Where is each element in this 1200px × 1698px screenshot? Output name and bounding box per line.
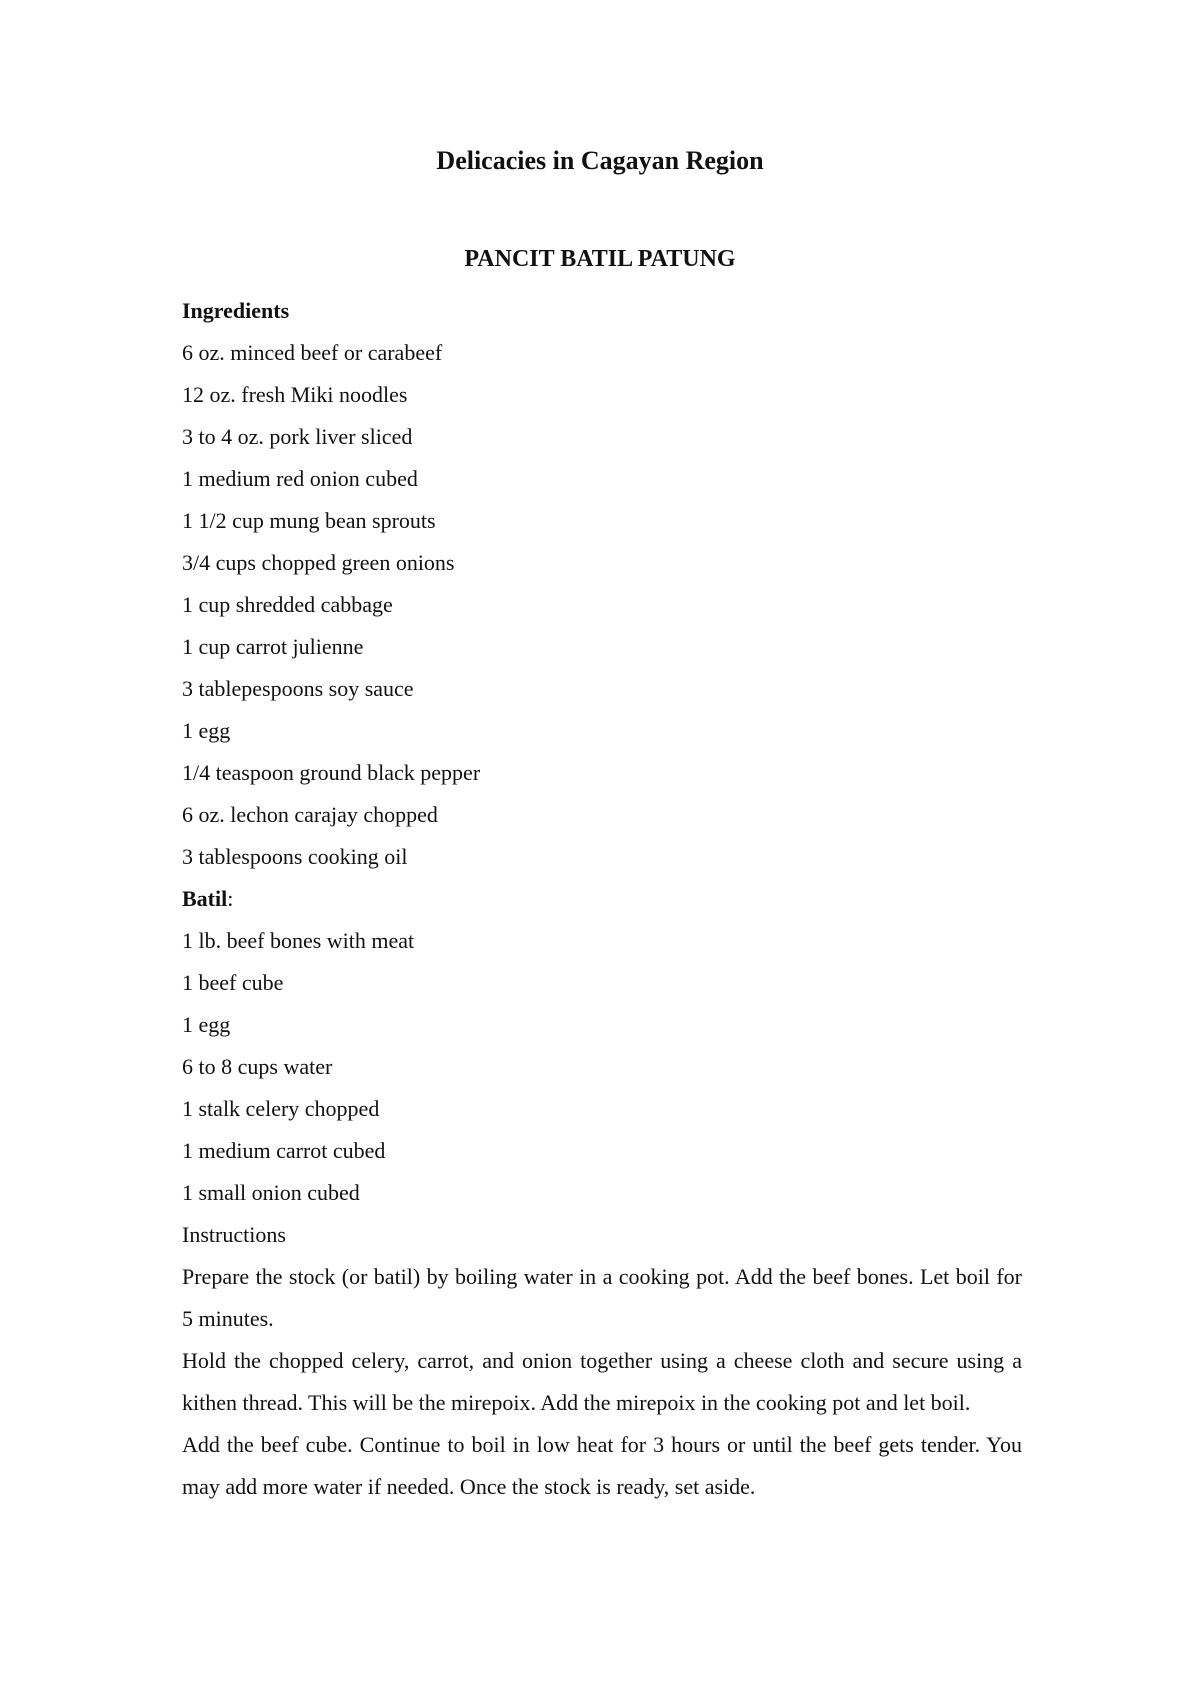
ingredient-item: 1 cup shredded cabbage <box>182 592 393 617</box>
ingredient-item: 1 cup carrot julienne <box>182 634 364 659</box>
batil-item: 1 beef cube <box>182 970 284 995</box>
instructions-heading: Instructions <box>182 1222 286 1247</box>
ingredient-item: 6 oz. minced beef or carabeef <box>182 340 443 365</box>
ingredient-item: 12 oz. fresh Miki noodles <box>182 382 408 407</box>
ingredient-item: 3 to 4 oz. pork liver sliced <box>182 424 413 449</box>
recipe-body <box>182 290 1022 1508</box>
ingredient-item: 1 egg <box>182 718 231 743</box>
ingredient-item: 6 oz. lechon carajay chopped <box>182 802 438 827</box>
ingredient-item: 1 medium red onion cubed <box>182 466 418 491</box>
batil-heading-label: Batil <box>182 886 228 911</box>
batil-list <box>182 920 1022 1214</box>
ingredient-item: 3/4 cups chopped green onions <box>182 550 455 575</box>
ingredient-item: 3 tablespoons cooking oil <box>182 844 408 869</box>
batil-item: 1 egg <box>182 1012 231 1037</box>
recipe-title: PANCIT BATIL PATUNG <box>464 246 736 272</box>
batil-heading <box>182 878 1022 920</box>
batil-item: 1 stalk celery chopped <box>182 1096 380 1121</box>
batil-heading-colon: : <box>227 886 234 911</box>
batil-item: 1 lb. beef bones with meat <box>182 928 415 953</box>
batil-item: 1 small onion cubed <box>182 1180 360 1205</box>
batil-item: 1 medium carrot cubed <box>182 1138 386 1163</box>
ingredient-item: 1 1/2 cup mung bean sprouts <box>182 508 436 533</box>
ingredient-item: 1/4 teaspoon ground black pepper <box>182 760 481 785</box>
instruction-step: Prepare the stock (or batil) by boiling water in a cooking pot. Add the beef bones. Let boil for 5 minutes. <box>182 1264 1022 1331</box>
ingredient-item: 3 tablepespoons soy sauce <box>182 676 414 701</box>
ingredients-list <box>182 332 1022 878</box>
batil-item: 6 to 8 cups water <box>182 1054 333 1079</box>
ingredients-heading: Ingredients <box>182 298 290 323</box>
instructions-list <box>182 1256 1022 1508</box>
instruction-step: Add the beef cube. Continue to boil in low heat for 3 hours or until the beef gets tender. You may add more water if needed. Once the stock is ready, set aside. <box>182 1432 1022 1499</box>
instruction-step: Hold the chopped celery, carrot, and onion together using a cheese cloth and secure using a kithen thread. This will be the mirepoix. Add the mirepoix in the cooking pot and let boil. <box>182 1348 1022 1415</box>
document-title: Delicacies in Cagayan Region <box>436 146 764 175</box>
